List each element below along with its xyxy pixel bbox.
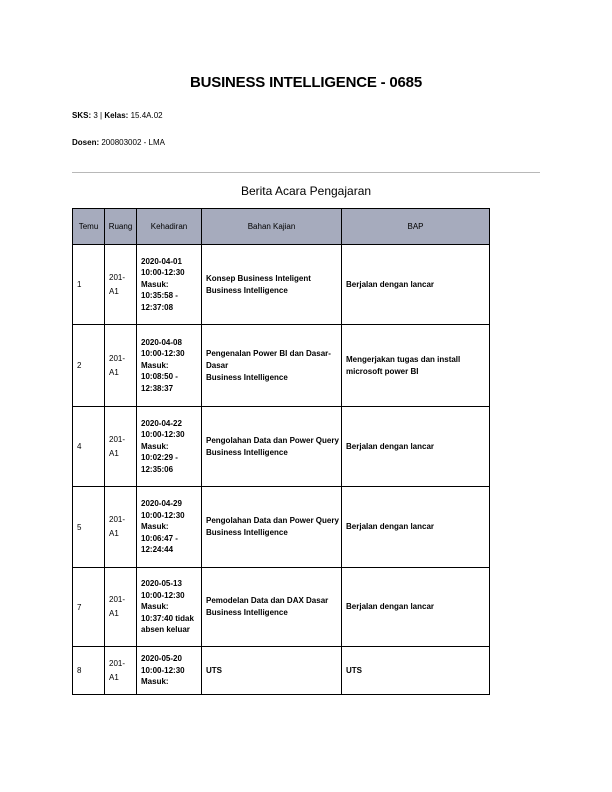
table-header-row	[73, 209, 490, 245]
column-header-bahan-kajian: Bahan Kajian	[202, 209, 342, 245]
table-row	[73, 487, 490, 568]
kehadiran-line: 10:00-12:30	[141, 510, 185, 520]
kehadiran-line: 12:24:44	[141, 545, 174, 555]
temu-cell: 7	[73, 568, 105, 647]
temu-cell: 8	[73, 647, 105, 695]
kehadiran-line: 2020-04-01	[141, 256, 182, 266]
bap-table	[72, 208, 490, 695]
kehadiran-line: Masuk:	[141, 602, 169, 612]
bap-text: Berjalan dengan lancar	[346, 441, 435, 451]
kehadiran-cell	[137, 647, 202, 695]
bap-cell	[342, 568, 490, 647]
bahan-kajian-cell	[202, 407, 342, 487]
bahan-kajian-cell	[202, 325, 342, 407]
ruang-cell	[105, 245, 137, 325]
sks-label: SKS:	[72, 111, 92, 120]
table-row	[73, 647, 490, 695]
kehadiran-line: 10:35:58 -	[141, 291, 178, 301]
kelas-value: 15.4A.02	[128, 111, 163, 120]
bahan-kajian-line: Pemodelan Data dan DAX Dasar	[206, 596, 329, 605]
kehadiran-line: 2020-04-29	[141, 499, 182, 509]
bahan-kajian-cell	[202, 487, 342, 568]
kehadiran-line: 10:37:40 tidak	[141, 613, 194, 623]
table-row	[73, 245, 490, 325]
kehadiran-line: 12:37:08	[141, 302, 174, 312]
ruang-line: A1	[109, 672, 119, 682]
kehadiran-line: Masuk:	[141, 522, 169, 532]
kehadiran-line: Masuk:	[141, 677, 169, 687]
bap-text: Mengerjakan tugas dan install microsoft power BI	[346, 354, 461, 376]
ruang-cell	[105, 325, 137, 407]
kehadiran-line: 10:00-12:30	[141, 430, 185, 440]
table-row	[73, 407, 490, 487]
column-header-kehadiran: Kehadiran	[137, 209, 202, 245]
bahan-kajian-line: Business Intelligence	[206, 285, 288, 295]
ruang-line: A1	[109, 529, 119, 538]
bap-cell	[342, 325, 490, 407]
course-meta-dosen	[72, 138, 165, 147]
bap-cell	[342, 487, 490, 568]
temu-cell: 5	[73, 487, 105, 568]
kehadiran-line: 2020-04-22	[141, 418, 182, 428]
kehadiran-line: Masuk:	[141, 441, 169, 451]
kehadiran-cell	[137, 487, 202, 568]
bap-text: Berjalan dengan lancar	[346, 522, 435, 531]
kehadiran-line: 10:08:50 -	[141, 372, 178, 382]
ruang-line: A1	[109, 286, 119, 296]
kehadiran-cell	[137, 407, 202, 487]
kehadiran-cell	[137, 245, 202, 325]
bahan-kajian-line: Business Intelligence	[206, 447, 288, 457]
bap-cell	[342, 647, 490, 695]
bahan-kajian-line: Business Intelligence	[206, 608, 288, 617]
ruang-line: 201-	[109, 434, 126, 444]
kehadiran-line: 10:00-12:30	[141, 665, 185, 675]
kehadiran-line: 10:06:47 -	[141, 533, 178, 543]
section-divider	[72, 172, 540, 173]
bahan-kajian-line: Business Intelligence	[206, 372, 288, 382]
ruang-cell	[105, 647, 137, 695]
kehadiran-cell	[137, 568, 202, 647]
section-title: Berita Acara Pengajaran	[240, 184, 372, 198]
ruang-line: A1	[109, 609, 119, 618]
bahan-kajian-cell	[202, 245, 342, 325]
ruang-line: 201-	[109, 658, 126, 668]
bahan-kajian-line: UTS	[206, 665, 222, 675]
bap-text: Berjalan dengan lancar	[346, 602, 435, 611]
ruang-line: 201-	[109, 272, 126, 282]
temu-cell: 1	[73, 245, 105, 325]
ruang-cell	[105, 568, 137, 647]
bahan-kajian-line: Pengenalan Power BI dan Dasar-Dasar	[206, 348, 331, 370]
kehadiran-line: 2020-05-20	[141, 654, 182, 664]
bahan-kajian-line: Business Intelligence	[206, 528, 288, 537]
table-row	[73, 325, 490, 407]
bahan-kajian-line: Pengolahan Data dan Power Query	[206, 516, 339, 525]
kehadiran-line: absen keluar	[141, 625, 190, 635]
kehadiran-line: 10:00-12:30	[141, 268, 185, 278]
bap-text: UTS	[346, 665, 362, 675]
column-header-bap: BAP	[342, 209, 490, 245]
bahan-kajian-line: Konsep Business Inteligent	[206, 273, 311, 283]
kehadiran-line: 10:00-12:30	[141, 349, 185, 359]
kehadiran-line: 2020-04-08	[141, 337, 182, 347]
temu-cell: 4	[73, 407, 105, 487]
page-title: BUSINESS INTELLIGENCE - 0685	[190, 74, 422, 91]
kelas-label: Kelas:	[104, 111, 129, 120]
bahan-kajian-line: Pengolahan Data dan Power Query	[206, 435, 339, 445]
ruang-cell	[105, 487, 137, 568]
ruang-line: 201-	[109, 595, 126, 604]
bap-cell	[342, 245, 490, 325]
kehadiran-line: 10:02:29 -	[141, 453, 178, 463]
kehadiran-line: 12:35:06	[141, 464, 174, 474]
kehadiran-line: 10:00-12:30	[141, 590, 185, 600]
ruang-line: A1	[109, 367, 119, 377]
bap-cell	[342, 407, 490, 487]
kehadiran-line: Masuk:	[141, 360, 169, 370]
temu-cell: 2	[73, 325, 105, 407]
kehadiran-line: Masuk:	[141, 279, 169, 289]
ruang-line: A1	[109, 448, 119, 458]
kehadiran-line: 2020-05-13	[141, 579, 182, 589]
dosen-label: Dosen:	[72, 138, 100, 147]
bap-text: Berjalan dengan lancar	[346, 279, 435, 289]
ruang-cell	[105, 407, 137, 487]
ruang-line: 201-	[109, 515, 126, 524]
table-row	[73, 568, 490, 647]
bahan-kajian-cell	[202, 568, 342, 647]
column-header-temu: Temu	[73, 209, 105, 245]
kehadiran-line: 12:38:37	[141, 383, 174, 393]
column-header-ruang: Ruang	[105, 209, 137, 245]
bahan-kajian-cell	[202, 647, 342, 695]
course-meta-sks-kelas	[72, 111, 163, 120]
sks-value: 3 |	[91, 111, 105, 120]
kehadiran-cell	[137, 325, 202, 407]
dosen-value: 200803002 - LMA	[99, 138, 165, 147]
ruang-line: 201-	[109, 353, 126, 363]
